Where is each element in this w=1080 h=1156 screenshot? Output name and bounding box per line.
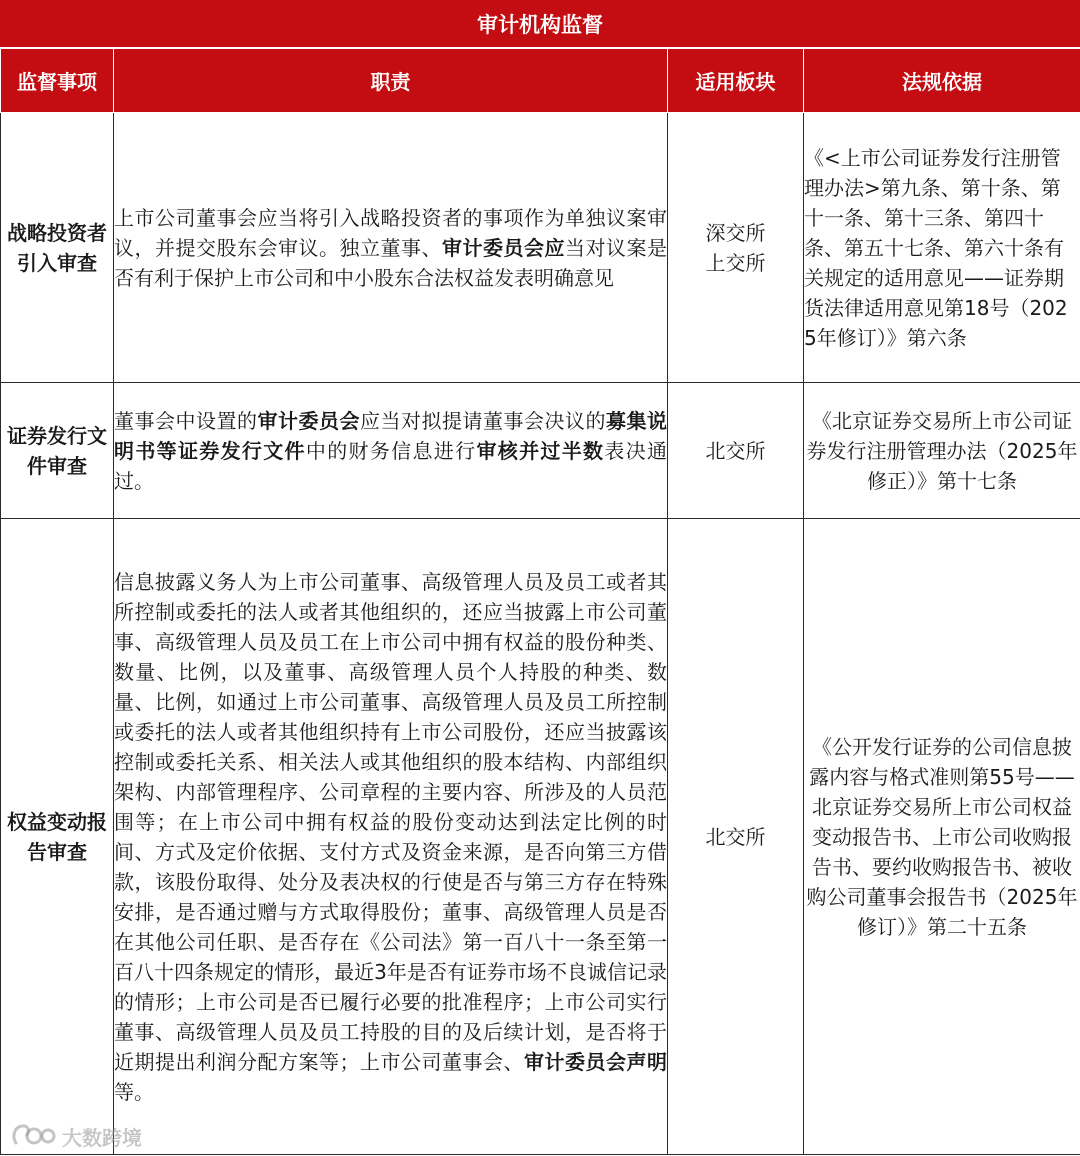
duty-segment: 中的财务信息进行 (305, 438, 477, 463)
board-name: 深交所 (705, 220, 766, 245)
header-legal-basis: 法规依据 (804, 49, 1080, 113)
applicable-board (668, 113, 804, 383)
duty-segment: 等。 (114, 1079, 154, 1104)
duty-emphasis: 审计委员会 (257, 408, 360, 433)
table-row (1, 519, 1080, 1155)
board-name: 上交所 (705, 250, 766, 275)
supervision-item: 战略投资者引入审查 (1, 113, 114, 383)
supervision-table (0, 48, 1080, 1155)
duty-emphasis: 审核并过半数 (476, 438, 605, 463)
duty-text (114, 519, 668, 1155)
watermark-text: 大数跨境 (62, 1125, 142, 1150)
duty-emphasis: 审计委员会应 (442, 235, 565, 260)
header-supervision-item: 监督事项 (1, 49, 114, 113)
duty-segment: 董事会中设置的 (114, 408, 258, 433)
legal-basis: 《北京证券交易所上市公司证券发行注册管理办法（2025年修正）》第十七条 (804, 383, 1080, 519)
header-applicable-board: 适用板块 (668, 49, 804, 113)
duty-emphasis: 审计委员会声明 (524, 1049, 667, 1074)
duty-text (114, 113, 668, 383)
header-row (1, 49, 1080, 113)
duty-segment: 信息披露义务人为上市公司董事、高级管理人员及员工或者其所控制或委托的法人或者其他组织的，还应当披露上市公司董事、高级管理人员及员工在上市公司中拥有权益的股份种类、数量、比例，以及董事、高级管理人员个人持股的种类、数量、比例，如通过上市公司董事、高级管理人员及员工所控制或委托的法人或者其他组织持有上市公司股份，还应当披露该控制或委托关系、相关法人或其他组织的股本结构、内部组织架构、内部管理程序、公司章程的主要内容、所涉及的人员范围等；在上市公司中拥有权益的股份变动达到法定比例的时间、方式及定价依据、支付方式及资金来源，是否向第三方借款，该股份取得、处分及表决权的行使是否与第三方存在特殊安排，是否通过赠与方式取得股份；董事、高级管理人员是否在其他公司任职、是否存在《公司法》第一百八十一条至第一百八十四条规定的情形，最近3年是否有证券市场不良诚信记录的情形；上市公司是否已履行必要的批准程序；上市公司实行董事、高级管理人员及员工持股的目的及后续计划，是否将于近期提出利润分配方案等；上市公司董事会、 (114, 569, 667, 1074)
duty-segment: 当对议案是否有利于保护上市公司和中小股东合法权益发表明确意见 (114, 235, 667, 290)
board-name: 北交所 (705, 824, 766, 849)
applicable-board (668, 519, 804, 1155)
board-name: 北交所 (705, 438, 766, 463)
supervision-item: 证券发行文件审查 (1, 383, 114, 519)
duty-text (114, 383, 668, 519)
table-row (1, 113, 1080, 383)
supervision-item: 权益变动报告审查 (1, 519, 114, 1155)
table-title: 审计机构监督 (0, 0, 1080, 48)
header-duty: 职责 (114, 49, 668, 113)
duty-segment: 应当对拟提请董事会决议的 (360, 408, 606, 433)
duty-segment: 表决通过。 (114, 438, 668, 493)
applicable-board (668, 383, 804, 519)
legal-basis: 《<上市公司证券发行注册管理办法>第九条、第十条、第十一条、第十三条、第四十条、第五十七条、第六十条有关规定的适用意见——证券期货法律适用意见第18号（2025年修订）》第六条 (804, 113, 1080, 383)
duty-emphasis: 募集说明书等证券发行文件 (114, 408, 667, 463)
legal-basis: 《公开发行证券的公司信息披露内容与格式准则第55号——北京证券交易所上市公司权益变动报告书、上市公司收购报告书、要约收购报告书、被收购公司董事会报告书（2025年修订）》第二十五条 (804, 519, 1080, 1155)
duty-segment: 上市公司董事会应当将引入战略投资者的事项作为单独议案审议，并提交股东会审议。独立董事、 (114, 205, 667, 260)
table-row (1, 383, 1080, 519)
